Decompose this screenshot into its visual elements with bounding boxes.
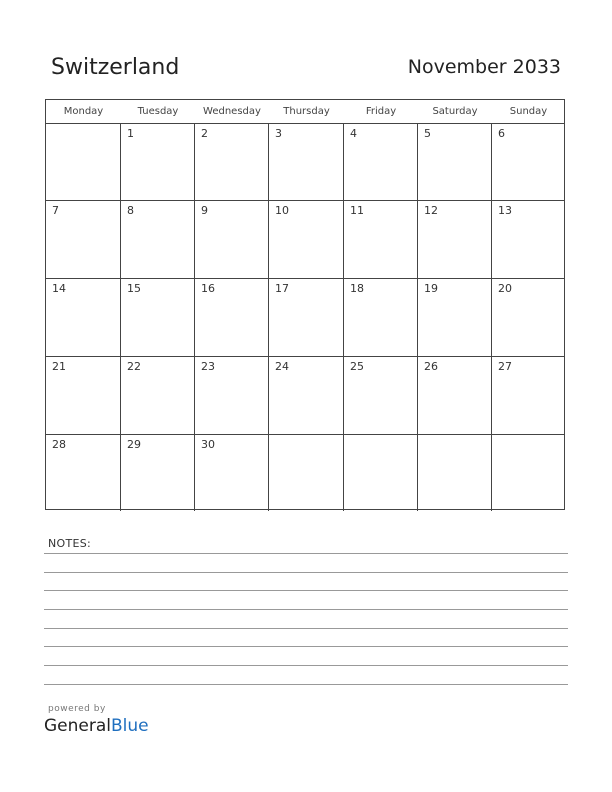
day-number: 1 (127, 127, 134, 140)
day-number: 22 (127, 360, 141, 373)
calendar-day-cell (121, 435, 195, 511)
calendar-day-cell (195, 435, 269, 511)
calendar-day-cell (418, 201, 492, 279)
note-line (44, 553, 568, 554)
day-number: 5 (424, 127, 431, 140)
calendar-day-cell (46, 435, 121, 511)
note-line (44, 665, 568, 666)
weekday-label: Monday (63, 106, 104, 117)
weekday-label: Thursday (283, 106, 330, 117)
day-number: 11 (350, 204, 364, 217)
day-number: 15 (127, 282, 141, 295)
day-number: 14 (52, 282, 66, 295)
day-number: 24 (275, 360, 289, 373)
calendar-day-cell (492, 435, 565, 511)
day-number: 30 (201, 438, 215, 451)
brand-blue: Blue (111, 716, 149, 736)
day-number: 21 (52, 360, 66, 373)
note-line (44, 684, 568, 685)
calendar-day-cell (492, 357, 565, 435)
day-number: 9 (201, 204, 208, 217)
calendar-day-cell (418, 124, 492, 201)
day-number: 18 (350, 282, 364, 295)
calendar-day-cell (344, 357, 418, 435)
note-line (44, 646, 568, 647)
note-line (44, 572, 568, 573)
day-number: 6 (498, 127, 505, 140)
day-number: 7 (52, 204, 59, 217)
day-number: 10 (275, 204, 289, 217)
calendar-day-cell (121, 124, 195, 201)
day-number: 23 (201, 360, 215, 373)
calendar-day-cell (344, 279, 418, 357)
calendar-day-cell (46, 201, 121, 279)
day-number: 25 (350, 360, 364, 373)
day-number: 2 (201, 127, 208, 140)
calendar-day-cell (344, 435, 418, 511)
calendar-day-cell (269, 435, 344, 511)
calendar-day-cell (121, 357, 195, 435)
weekday-label: Wednesday (203, 106, 261, 117)
calendar-day-cell (195, 124, 269, 201)
note-line (44, 609, 568, 610)
day-number: 17 (275, 282, 289, 295)
day-number: 16 (201, 282, 215, 295)
day-number: 8 (127, 204, 134, 217)
calendar-day-cell (269, 279, 344, 357)
calendar-day-cell (46, 124, 121, 201)
calendar-day-cell (344, 124, 418, 201)
calendar-day-cell (269, 357, 344, 435)
day-number: 27 (498, 360, 512, 373)
calendar-day-cell (269, 201, 344, 279)
day-number: 13 (498, 204, 512, 217)
day-number: 12 (424, 204, 438, 217)
weekday-label: Sunday (509, 106, 548, 117)
calendar-day-cell (195, 279, 269, 357)
powered-by-text: powered by (48, 704, 106, 714)
calendar-day-cell (418, 435, 492, 511)
calendar-day-cell (195, 201, 269, 279)
day-number: 26 (424, 360, 438, 373)
calendar-day-cell (418, 357, 492, 435)
day-number: 4 (350, 127, 357, 140)
day-number: 19 (424, 282, 438, 295)
weekday-header-row (46, 100, 564, 124)
calendar-day-cell (46, 279, 121, 357)
generalblue-logo (44, 716, 149, 736)
weekday-label: Friday (365, 106, 397, 117)
day-number: 20 (498, 282, 512, 295)
weekday-label: Tuesday (137, 106, 179, 117)
calendar-day-cell (195, 357, 269, 435)
calendar-day-cell (492, 124, 565, 201)
notes-label: NOTES: (48, 537, 92, 550)
calendar-day-cell (492, 279, 565, 357)
calendar-day-cell (269, 124, 344, 201)
calendar-day-cell (46, 357, 121, 435)
day-number: 3 (275, 127, 282, 140)
day-number: 29 (127, 438, 141, 451)
note-line (44, 628, 568, 629)
calendar-country-title: Switzerland (51, 55, 180, 80)
calendar-day-cell (121, 201, 195, 279)
weekday-label: Saturday (432, 106, 478, 117)
calendar-day-cell (418, 279, 492, 357)
calendar-grid (45, 99, 565, 510)
calendar-month-title: November 2033 (407, 56, 561, 78)
calendar-day-cell (344, 201, 418, 279)
calendar-day-cell (492, 201, 565, 279)
calendar-day-cell (121, 279, 195, 357)
note-line (44, 590, 568, 591)
day-number: 28 (52, 438, 66, 451)
brand-general: General (44, 716, 111, 736)
